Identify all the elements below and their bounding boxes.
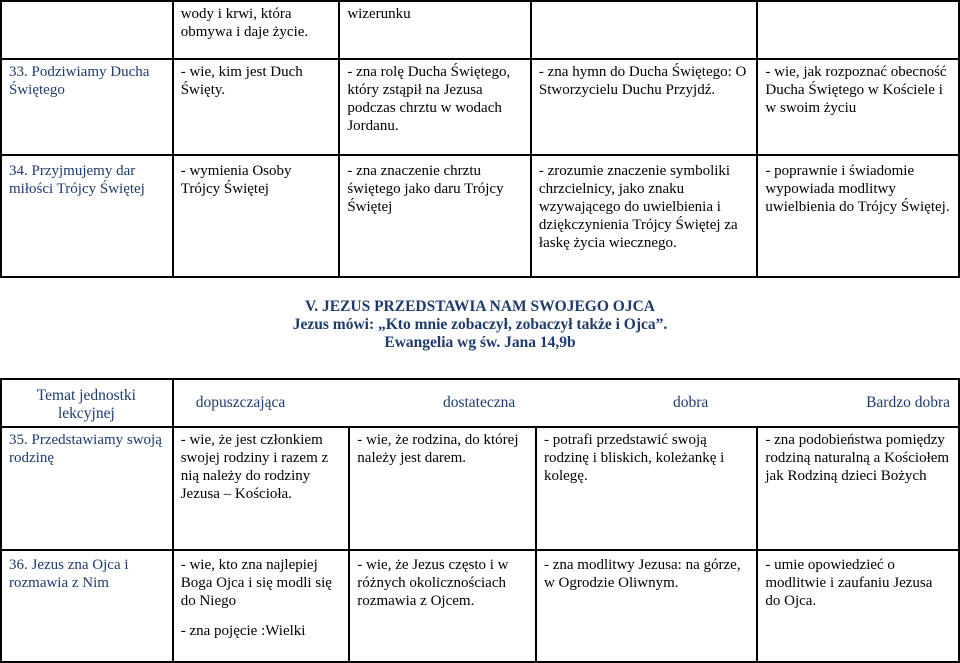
curriculum-table-top — [0, 0, 960, 278]
table-row — [1, 59, 959, 155]
requirement-cell: - zna podobieństwa pomiędzy rodziną naturalną a Kościołem jak Rodziną dzieci Bożych — [757, 427, 959, 550]
table-row — [1, 427, 959, 550]
table-row — [1, 1, 959, 59]
table-row — [1, 155, 959, 277]
requirement-cell: - zna hymn do Ducha Świętego: O Stworzycielu Duchu Przyjdź. — [531, 59, 758, 155]
topic-cell: 36. Jezus zna Ojca i rozmawia z Nim — [1, 550, 173, 662]
requirement-cell — [757, 1, 959, 59]
curriculum-table-bottom — [0, 378, 960, 663]
topic-cell — [1, 1, 173, 59]
requirement-cell: wizerunku — [339, 1, 531, 59]
section-heading — [0, 298, 960, 352]
grade-header-dobra: dobra — [673, 394, 709, 411]
requirement-cell: - potrafi przedstawić swoją rodzinę i bliskich, koleżankę i kolegę. — [536, 427, 757, 550]
column-header-topic: Temat jednostki lekcyjnej — [1, 379, 173, 427]
requirement-cell: - wie, że Jezus często i w różnych okolicznościach rozmawia z Ojcem. — [349, 550, 536, 662]
requirement-cell: - zna modlitwy Jezusa: na górze, w Ogrodzie Oliwnym. — [536, 550, 757, 662]
requirement-line: - zna pojęcie :Wielki — [180, 623, 306, 639]
topic-cell: 33. Podziwiamy Ducha Świętego — [1, 59, 173, 155]
requirement-cell: - wie, kim jest Duch Święty. — [173, 59, 340, 155]
requirement-cell: - poprawnie i świadomie wypowiada modlitwy uwielbienia do Trójcy Świętej. — [757, 155, 959, 277]
requirement-cell: - wymienia Osoby Trójcy Świętej — [173, 155, 340, 277]
section-reference: Ewangelia wg św. Jana 14,9b — [384, 334, 576, 351]
topic-cell: 34. Przyjmujemy dar miłości Trójcy Świętej — [1, 155, 173, 277]
requirement-cell — [531, 1, 758, 59]
requirement-line: - wie, kto zna najlepiej Boga Ojca i się modli się do Niego — [180, 557, 332, 609]
grade-header-dostateczna: dostateczna — [442, 394, 516, 411]
requirement-cell: - zna znaczenie chrztu świętego jako daru Trójcy Świętej — [339, 155, 531, 277]
requirement-cell — [173, 550, 350, 662]
grades-header — [173, 379, 959, 427]
grade-header-dopuszczajaca: dopuszczająca — [195, 394, 286, 411]
table-header-row — [1, 379, 959, 427]
requirement-cell: - wie, że rodzina, do której należy jest darem. — [349, 427, 536, 550]
requirement-cell: wody i krwi, która obmywa i daje życie. — [173, 1, 340, 59]
requirement-cell: - zrozumie znaczenie symboliki chrzcielnicy, jako znaku wzywającego do uwielbienia i dziękczynienia Trójcy Świętej za łaskę życia wiecznego. — [531, 155, 758, 277]
section-title: V. JEZUS PRZEDSTAWIA NAM SWOJEGO OJCA — [305, 298, 655, 315]
grade-header-bardzo-dobra: Bardzo dobra — [866, 394, 950, 411]
table-row — [1, 550, 959, 662]
requirement-cell: - wie, jak rozpoznać obecność Ducha Świętego w Kościele i w swoim życiu — [757, 59, 959, 155]
requirement-cell: - wie, że jest członkiem swojej rodziny i razem z nią należy do rodziny Jezusa – Kościoła. — [173, 427, 350, 550]
section-quote: Jezus mówi: „Kto mnie zobaczył, zobaczył także i Ojca”. — [292, 316, 668, 333]
requirement-cell: - zna rolę Ducha Świętego, który zstąpił na Jezusa podczas chrztu w wodach Jordanu. — [339, 59, 531, 155]
topic-cell: 35. Przedstawiamy swoją rodzinę — [1, 427, 173, 550]
requirement-cell: - umie opowiedzieć o modlitwie i zaufaniu Jezusa do Ojca. — [757, 550, 959, 662]
